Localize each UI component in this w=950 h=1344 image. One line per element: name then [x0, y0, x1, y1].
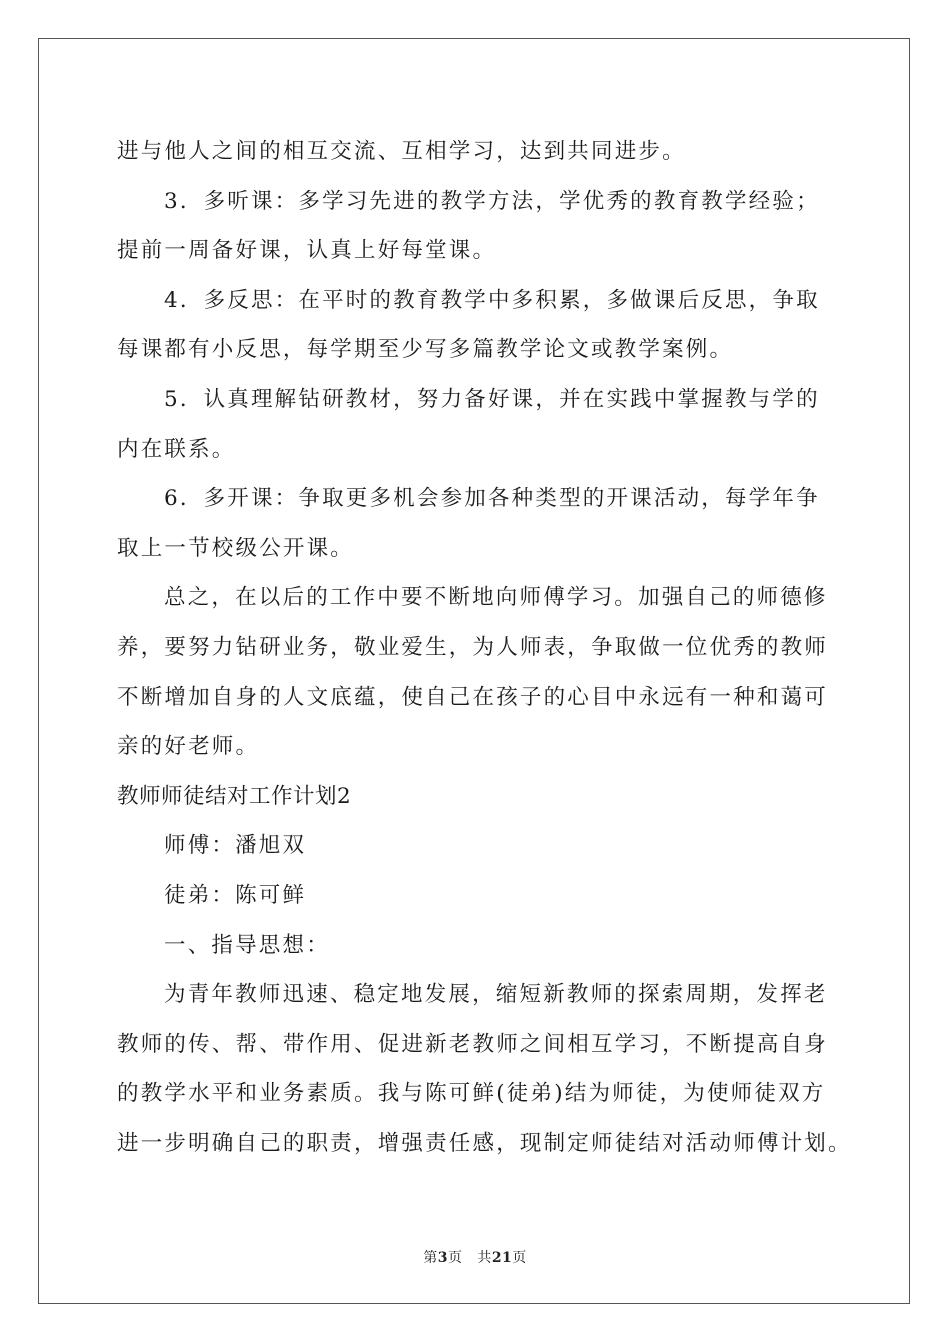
- apprentice-name: 徒弟：陈可鲜: [164, 882, 307, 908]
- page-number: 3: [437, 1250, 448, 1266]
- body-line: 提前一周备好课，认真上好每堂课。: [117, 238, 497, 264]
- body-line: 取上一节校级公开课。: [117, 535, 355, 561]
- body-line: 亲的好老师。: [117, 734, 260, 760]
- list-item-4: 4．多反思：在平时的教育教学中多积累，多做课后反思，争取: [164, 287, 820, 313]
- body-line: 每课都有小反思，每学期至少写多篇教学论文或教学案例。: [117, 337, 734, 363]
- page-suffix: 页: [447, 1250, 463, 1266]
- body-line: 养，要努力钻研业务，敬业爱生，为人师表，争取做一位优秀的教师: [117, 634, 829, 660]
- body-line: 不断增加自身的人文底蕴，使自己在孩子的心目中永远有一种和蔼可: [117, 684, 829, 710]
- body-line: 的教学水平和业务素质。我与陈可鲜(徒弟)结为师徒，为使师徒双方: [117, 1081, 826, 1107]
- page-footer: [0, 1247, 950, 1267]
- body-paragraph: 为青年教师迅速、稳定地发展，缩短新教师的探索周期，发挥老: [164, 982, 828, 1008]
- mentor-name: 师傅：潘旭双: [164, 833, 307, 859]
- body-line: 内在联系。: [117, 436, 236, 462]
- total-prefix: 共: [477, 1250, 492, 1266]
- body-line: 进与他人之间的相互交流、互相学习，达到共同进步。: [117, 139, 686, 164]
- document-body: [117, 127, 852, 1168]
- total-pages: 21: [491, 1250, 513, 1266]
- list-item-5: 5．认真理解钻研教材，努力备好课，并在实践中掌握教与学的: [164, 386, 820, 412]
- total-suffix: 页: [512, 1250, 527, 1266]
- section-title: 教师师徒结对工作计划2: [117, 783, 352, 809]
- body-line: 教师的传、帮、带作用、促进新老教师之间相互学习，不断提高自身: [117, 1031, 829, 1057]
- page-prefix: 第: [423, 1250, 438, 1266]
- summary-paragraph: 总之，在以后的工作中要不断地向师傅学习。加强自己的师德修: [164, 585, 828, 611]
- subsection-heading: 一、指导思想：: [164, 932, 330, 958]
- list-item-6: 6．多开课：争取更多机会参加各种类型的开课活动，每学年争: [164, 486, 820, 512]
- list-item-3: 3．多听课：多学习先进的教学方法，学优秀的教育教学经验；: [164, 188, 820, 214]
- body-line: 进一步明确自己的职责，增强责任感，现制定师徒结对活动师傅计划。: [117, 1130, 852, 1156]
